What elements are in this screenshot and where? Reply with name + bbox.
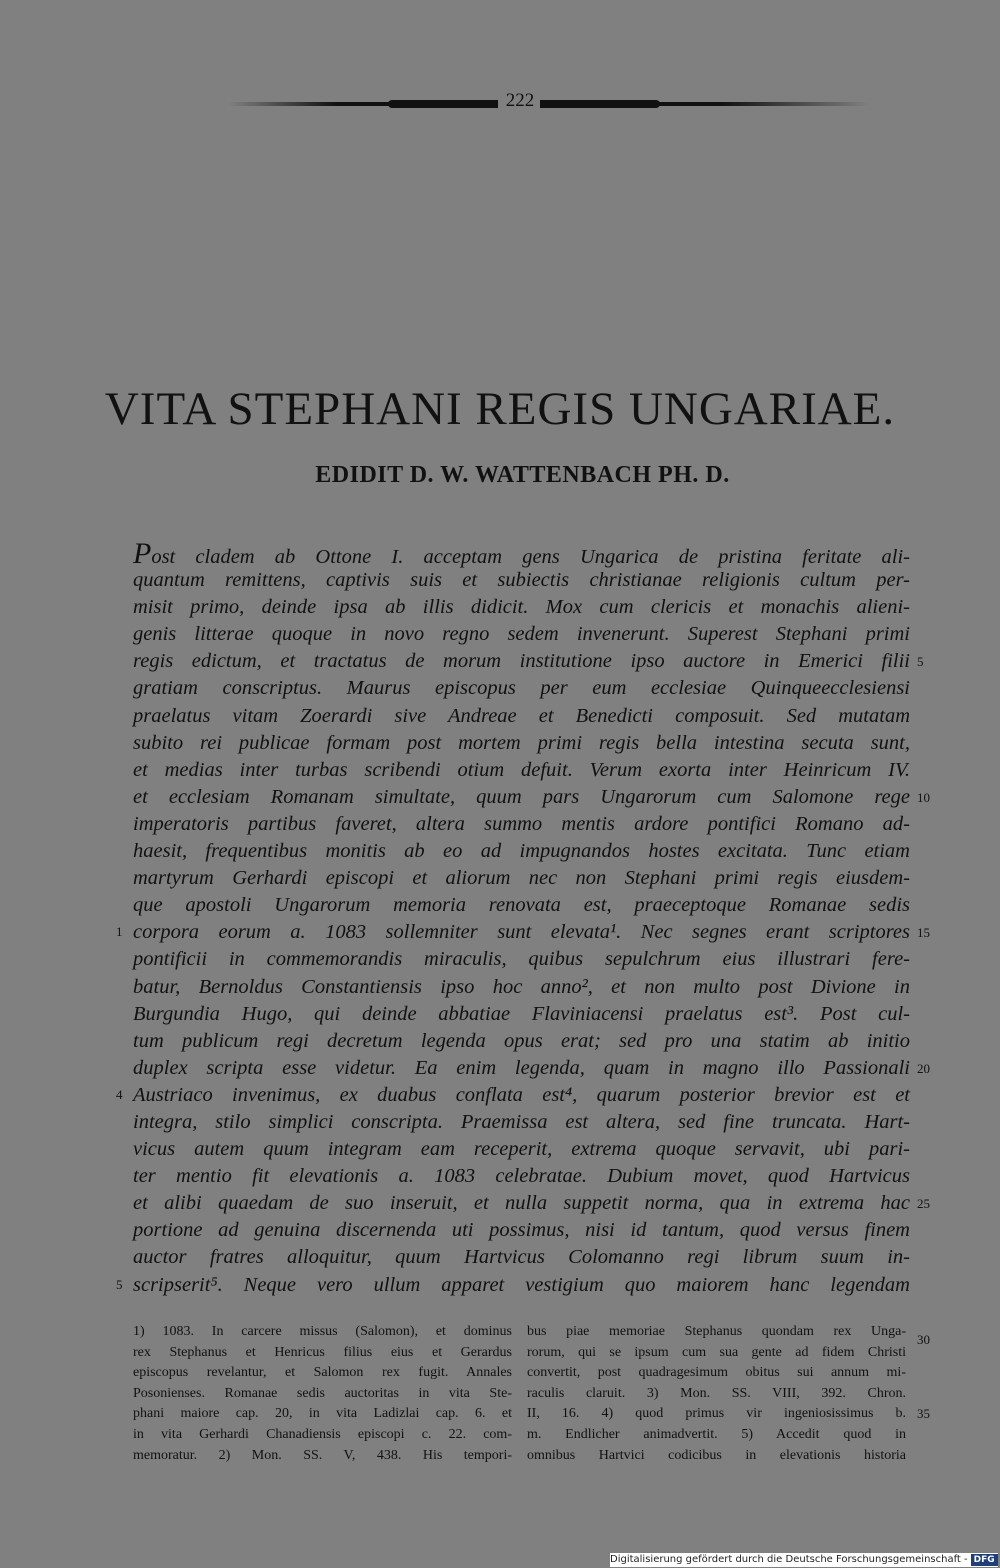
text-line: genis litterae quoque in novo regno sedem invenerunt. Superest Stephani primi <box>133 623 910 646</box>
text-line: auctor fratres alloquitur, quum Hartvicus Colomanno regi librum suum in- <box>133 1246 910 1269</box>
digitization-credit <box>610 1553 998 1567</box>
footnotes-column-2 <box>527 1322 906 1466</box>
footnote-line: m. Endlicher animadvertit. 5) Accedit quod in <box>527 1426 906 1442</box>
text-line: et alibi quaedam de suo inseruit, et nulla suppetit norma, qua in extrema hac <box>133 1192 910 1215</box>
text-line: pontificii in commemorandis miraculis, quibus sepulchrum eius illustrari fere- <box>133 948 910 971</box>
footnote-line: bus piae memoriae Stephanus quondam rex Unga- <box>527 1324 906 1339</box>
credit-text: Digitalisierung gefördert durch die Deutsche Forschungsgemeinschaft - <box>610 1554 968 1565</box>
footnote-line: rorum, qui se ipsum cum sua gente ad fidem Christi <box>527 1344 906 1360</box>
footnote-line: omnibus Hartvici codicibus in elevationis historia <box>527 1447 906 1463</box>
page-subtitle: EDIDIT D. W. WATTENBACH PH. D. <box>315 462 730 488</box>
text-line: praelatus vitam Zoerardi sive Andreae et Benedicti composuit. Sed mutatam <box>133 704 910 727</box>
text-line: imperatoris partibus faveret, altera summo mentis ardore pontifici Romano ad- <box>133 812 910 835</box>
footnote-line: phani maiore cap. 20, in vita Ladizlai cap. 6. et <box>133 1406 512 1422</box>
footnote-marker: 4 <box>116 1087 123 1102</box>
dfg-logo: DFG <box>971 1554 998 1566</box>
text-line: que apostoli Ungarorum memoria renovata est, praeceptoque Romanae sedis <box>133 894 910 917</box>
text-line: gratiam conscriptus. Maurus episcopus per eum ecclesiae Quinqueecclesiensi <box>133 677 910 700</box>
header-rule-right <box>540 102 870 106</box>
footnote-marker: 5 <box>116 1276 123 1292</box>
footnote-line: in vita Gerhardi Chanadiensis episcopi c. 22. com- <box>133 1426 512 1442</box>
footnote-line: memoratur. 2) Mon. SS. V, 438. His tempori- <box>133 1447 512 1463</box>
text-line: corpora eorum a. 1083 sollemniter sunt elevata¹. Nec segnes erant scriptores <box>133 921 910 944</box>
text-line: et medias inter turbas scribendi otium defuit. Verum exorta inter Heinricum IV. <box>133 758 910 781</box>
footnote-line: Posonienses. Romanae sedis auctoritas in vita Ste- <box>133 1385 512 1401</box>
footnote-line: II, 16. 4) quod primus vir ingeniosissimus b. <box>527 1406 906 1422</box>
running-header <box>228 88 878 118</box>
text-line: Austriaco invenimus, ex duabus conflata est⁴, quarum posterior brevior est et <box>133 1083 910 1106</box>
text-line: duplex scripta esse videtur. Ea enim legenda, quam in magno illo Passionali <box>133 1056 910 1079</box>
text-line: scripserit⁵. Neque vero ullum apparet vestigium quo maiorem hanc legendam <box>133 1273 910 1296</box>
footnote-line: raculis claruit. 3) Mon. SS. VIII, 392. Chron. <box>527 1385 906 1401</box>
line-number: 30 <box>917 1331 930 1347</box>
line-number: 10 <box>917 789 930 805</box>
text-line: haesit, frequentibus monitis ab eo ad impugnandos hostes excitata. Tunc etiam <box>133 840 910 863</box>
line-number: 20 <box>917 1060 930 1076</box>
text-line: vicus autem quum integram eam receperit, extrema quoque servavit, ubi pari- <box>133 1138 910 1161</box>
text-line: quantum remittens, captivis suis et subiectis christianae religionis cultum per- <box>133 569 910 592</box>
text-line: batur, Bernoldus Constantiensis ipso hoc anno², et non multo post Divione in <box>133 975 910 998</box>
header-rule-left <box>228 102 498 106</box>
footnote-marker: 1 <box>116 924 123 940</box>
footnote-line: convertit, post quadragesimum obitus sui annum mi- <box>527 1365 906 1381</box>
text-line: portione ad genuina discernenda uti possimus, nisi id tantum, quod versus finem <box>133 1219 910 1242</box>
main-text <box>133 537 910 1299</box>
text-line: Post cladem ab Ottone I. acceptam gens Ungarica de pristina feritate ali- <box>133 537 910 570</box>
footnotes-column-1 <box>133 1322 512 1466</box>
text-line: integra, stilo simplici conscripta. Praemissa est altera, sed fine truncata. Hart- <box>133 1110 910 1133</box>
text-line: tum publicum regi decretum legenda opus erat; sed pro una statim ab initio <box>133 1029 910 1052</box>
footnote-line: rex Stephanus et Henricus filius eius et Gerardus <box>133 1344 512 1360</box>
text-line: subito rei publicae formam post mortem primi regis bella intestina secuta sunt, <box>133 731 910 754</box>
page-title: VITA STEPHANI REGIS UNGARIAE. <box>104 383 896 435</box>
line-number: 25 <box>917 1196 930 1212</box>
text-line: ter mentio fit elevationis a. 1083 celebratae. Dubium movet, quod Hartvicus <box>133 1165 910 1188</box>
text-line: Burgundia Hugo, qui deinde abbatiae Flaviniacensi praelatus est³. Post cul- <box>133 1002 910 1025</box>
page-number: 222 <box>505 90 535 111</box>
text-line: misit primo, deinde ipsa ab illis didicit. Mox cum clericis et monachis alieni- <box>133 596 910 619</box>
footnote-line: 1) 1083. In carcere missus (Salomon), et dominus <box>133 1324 512 1339</box>
footnote-line-number: 35 <box>917 1406 930 1421</box>
line-number: 5 <box>917 654 924 670</box>
text-line: regis edictum, et tractatus de morum institutione ipso auctore in Emerici filii <box>133 650 910 673</box>
text-line: et ecclesiam Romanam simultate, quum pars Ungarorum cum Salomone rege <box>133 785 910 808</box>
text-line: martyrum Gerhardi episcopi et aliorum nec non Stephani primi regis eiusdem- <box>133 867 910 890</box>
line-number: 15 <box>917 925 930 941</box>
footnote-line: episcopus revelantur, et Salomon rex fugit. Annales <box>133 1365 512 1381</box>
